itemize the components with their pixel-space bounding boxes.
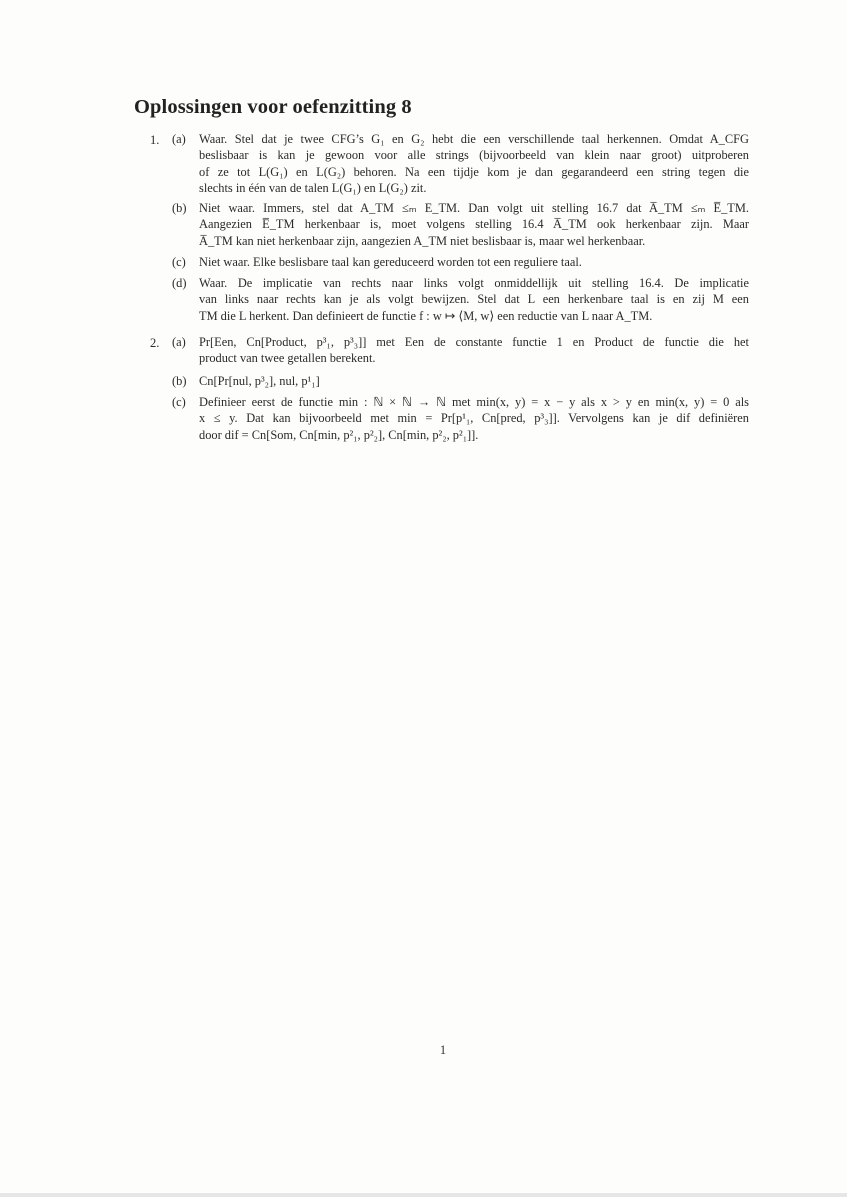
part-letter: (b) [172,201,187,215]
question-number: 1. [150,133,160,147]
scan-edge [0,1193,847,1197]
part-text [199,275,749,324]
answer-part [172,131,752,199]
part-letter: (c) [172,255,186,269]
text-line: of ze tot L(G₁) en L(G₂) behoren. Na een tijdje kom je dan gegarandeerd een string tegen die [199,164,749,179]
text-line: Aangezien E̅_TM herkenbaar is, moet volgens stelling 16.4 A̅_TM ook herkenbaar zijn. Maar [199,217,749,232]
question-number: 2. [150,336,160,350]
part-text [199,200,749,249]
part-letter: (a) [172,132,186,146]
part-letter: (b) [172,374,187,388]
answer-part [172,275,752,327]
text-line: beslisbaar is kan je gewoon voor alle strings (bijvoorbeeld van klein naar groot) uitproberen [199,148,749,163]
part-letter: (c) [172,395,186,409]
page-number: 1 [439,1043,447,1057]
text-line: Pr[Een, Cn[Product, p³₁, p³₃]] met Een de constante functie 1 en Product de functie die het [199,335,749,349]
text-line: product van twee getallen berekent. [199,351,376,366]
text-line: van links naar rechts kan je als volgt bewijzen. Stel dat L een herkenbare taal is en zij M een [199,292,749,307]
page-title: Oplossingen voor oefenzitting 8 [134,96,412,118]
text-line: Cn[Pr[nul, p³₂], nul, p¹₁] [199,374,320,388]
answer-part [172,200,752,252]
text-line: Waar. Stel dat je twee CFG’s G₁ en G₂ hebt die een verschillende taal herkennen. Omdat A_CFG [199,132,749,146]
text-line: x ≤ y. Dat kan bijvoorbeeld met min = Pr[p¹₁, Cn[pred, p³₃]]. Vervolgens kan je dif definiëren [199,411,749,426]
part-text [199,394,749,443]
text-line: A̅_TM kan niet herkenbaar zijn, aangezien A_TM niet beslisbaar is, maar wel herkenbaar. [199,233,646,248]
answer-part [172,373,752,391]
text-line: Definieer eerst de functie min : ℕ × ℕ → ℕ met min(x, y) = x − y als x > y en min(x, y) = 0 als [199,395,749,409]
text-line: slechts in één van de talen L(G₁) en L(G₂) zit. [199,181,427,196]
answer-part [172,394,752,446]
answer-part [172,334,752,368]
part-text [199,254,749,270]
part-text [199,131,749,197]
text-line: Niet waar. Immers, stel dat A_TM ≤ₘ E_TM. Dan volgt uit stelling 16.7 dat A̅_TM ≤ₘ E̅_TM. [199,201,749,215]
part-text [199,334,749,367]
text-line: Waar. De implicatie van rechts naar links volgt onmiddellijk uit stelling 16.4. De implicatie [199,276,749,290]
answer-part [172,254,752,272]
part-letter: (a) [172,335,186,349]
part-letter: (d) [172,276,187,290]
text-line: Niet waar. Elke beslisbare taal kan gereduceerd worden tot een reguliere taal. [199,255,582,269]
text-line: door dif = Cn[Som, Cn[min, p²₁, p²₂], Cn[min, p²₂, p²₁]]. [199,427,479,442]
text-line: TM die L herkent. Dan definieert de functie f : w ↦ ⟨M, w⟩ een reductie van L naar A_TM. [199,308,653,323]
part-text [199,373,749,389]
